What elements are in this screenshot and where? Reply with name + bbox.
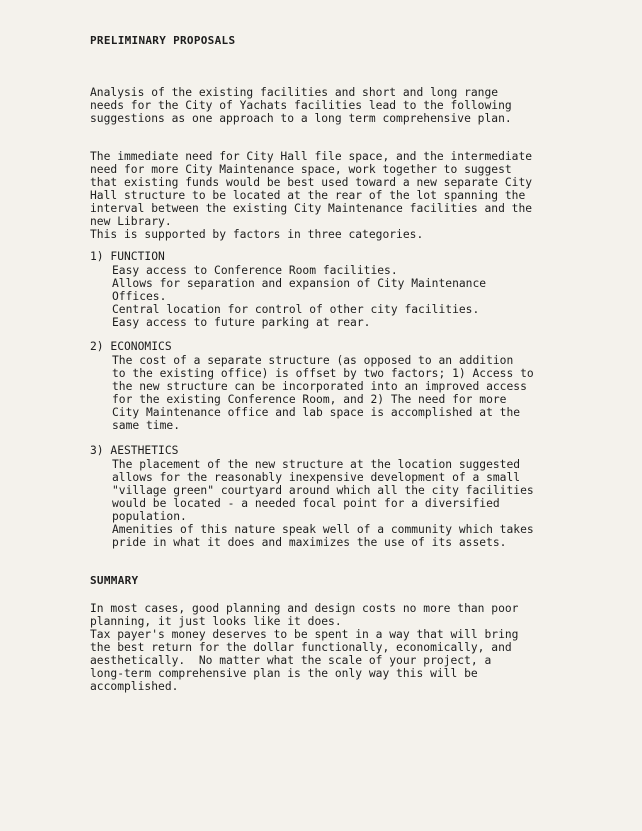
summary-heading: SUMMARY (90, 574, 139, 587)
intro-paragraph: Analysis of the existing facilities and short and long range needs for the City of Yachats facilities lead to the following suggestions as one approach to a long term comprehensive plan. (90, 86, 512, 125)
section-economics-body: The cost of a separate structure (as opposed to an addition to the existing office) is offset by two factors; 1) Access to the new structure can be incorporated into an improved access for the existing Conference Room, and 2) The need for more City Maintenance office and lab space is accomplished at the same time. (112, 354, 534, 432)
section-aesthetics-title: 3) AESTHETICS (90, 444, 179, 457)
section-function-body: Easy access to Conference Room facilities. Allows for separation and expansion of City Maintenance Offices. Central location for control of other city facilities. Easy access to future parking at rear. (112, 264, 487, 329)
section-economics-title: 2) ECONOMICS (90, 340, 172, 353)
need-paragraph: The immediate need for City Hall file space, and the intermediate need for more City Maintenance space, work together to suggest that existing funds would be best used toward a new separate City Hall structure to be located at the rear of the lot spanning the interval between the existing City Maintenance facilities and the new Library. This is supported by factors in three categories. (90, 150, 533, 241)
summary-paragraph: In most cases, good planning and design costs no more than poor planning, it just looks like it does. Tax payer's money deserves to be spent in a way that will bring the best return for the dollar functionally, economically, and aesthetically. No matter what the scale of your project, a long-term comprehensive plan is the only way this will be accomplished. (90, 602, 519, 693)
section-function-title: 1) FUNCTION (90, 250, 165, 263)
section-aesthetics-body: The placement of the new structure at the location suggested allows for the reasonably inexpensive development of a small "village green" courtyard around which all the city facilities would be located - a needed focal point for a diversified population. Amenities of this nature speak well of a community which takes pride in what it does and maximizes the use of its assets. (112, 458, 534, 549)
page-title: PRELIMINARY PROPOSALS (90, 34, 236, 47)
